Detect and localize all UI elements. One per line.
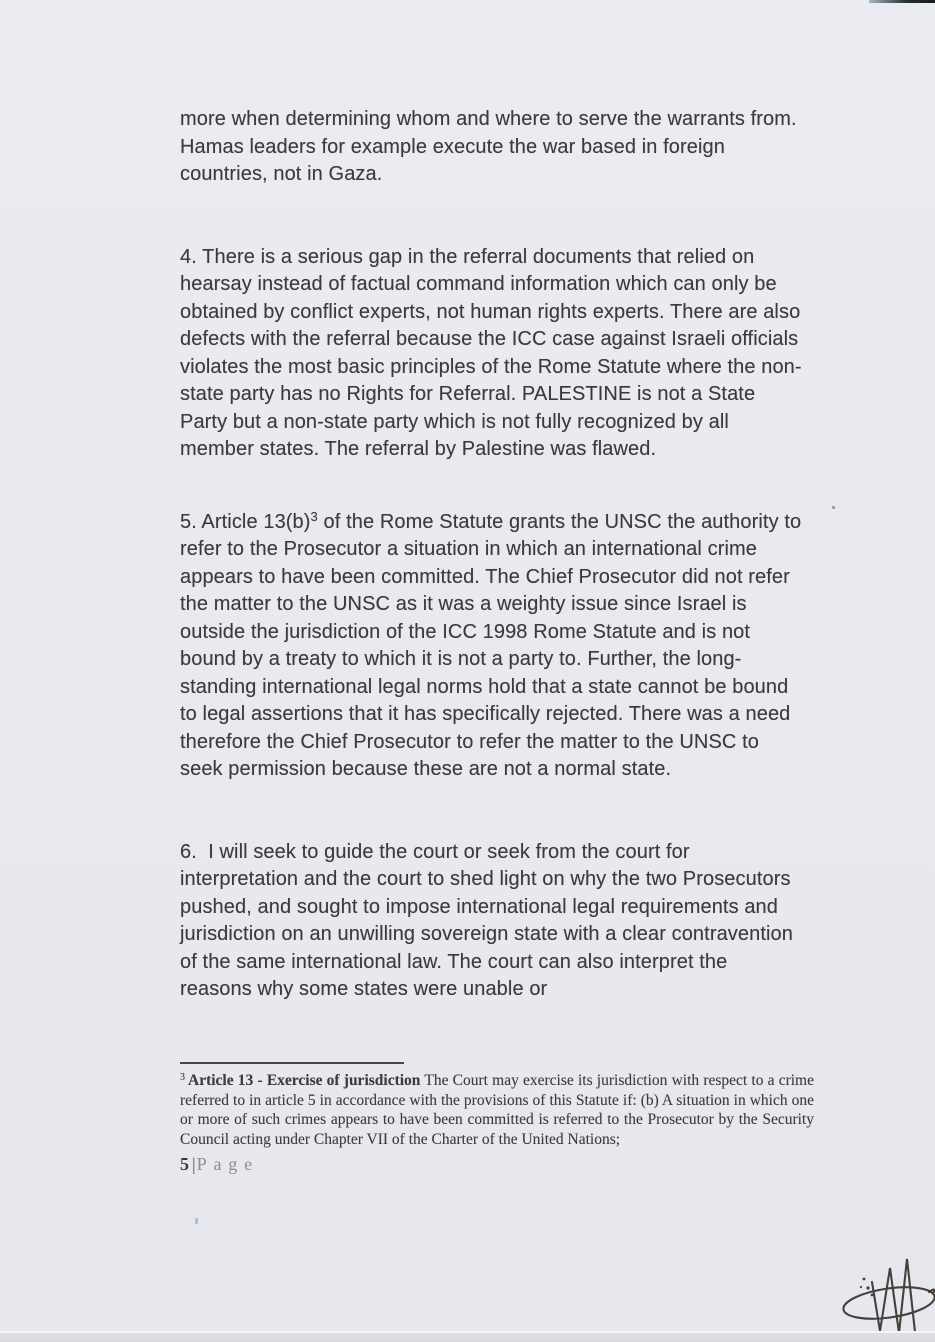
signature-scribble [828,1243,935,1342]
scan-edge-artifact-bottom [0,1331,935,1342]
footnote-bold-label: Article 13 - Exercise of jurisdiction [188,1072,421,1089]
footnote-separator-rule [180,1062,404,1064]
paragraph-5-text-start: 5. Article 13(b) [180,510,311,533]
footnote-area [180,1062,814,1175]
scan-artifact-speck [195,1218,198,1224]
footnote-body-text: The Court may exercise its jurisdiction with respect to a crime referred to in article 5 in accordance with the provisions of this Statute if: (b) A situation in which one or more of such crimes appears to have been committed is referred to the Prosecutor by the Security Council acting under Chapter VII of the Charter of the United Nations; [180,1072,814,1148]
footnote-reference-3: 3 [310,508,318,524]
footnote-marker: 3 [180,1072,185,1083]
paragraph-intro-continuation: more when determining whom and where to serve the warrants from. Hamas leaders for example execute the war based in foreign countries, not in Gaza. [180,108,803,185]
document-body [180,106,807,1004]
page-number-footer [180,1154,814,1175]
paragraph-5-text-end: of the Rome Statute grants the UNSC the authority to refer to the Prosecutor a situation in which an international crime appears to have been committed. The Chief Prosecutor did not refer the matter to the UNSC as it was a weighty issue since Israel is outside the jurisdiction of the ICC 1998 Rome Statute and is not bound by a treaty to which it is not a party to. Further, the long-standing international legal norms hold that a state cannot be bound to legal assertions that it has specifically rejected. There was a need therefore the Chief Prosecutor to refer the matter to the UNSC to seek permission because these are not a normal state. [180,510,807,780]
footer-label: Page [196,1154,259,1174]
page-number: 5 [180,1154,189,1174]
scan-edge-artifact-top [869,0,935,3]
paragraph-4: 4. There is a serious gap in the referral documents that relied on hearsay instead of factual command information which can only be obtained by conflict experts, not human rights experts. There are also defects with the referral because the ICC case against Israeli officials violates the most basic principles of the Rome Statute where the non-state party has no Rights for Referral. PALESTINE is not a State Party but a non-state party which is not fully recognized by all member states. The referral by Palestine was flawed. [180,245,806,460]
footer-separator: | [192,1154,196,1174]
footnote-3 [180,1071,814,1149]
paragraph-6: 6. I will seek to guide the court or seek from the court for interpretation and the court to shed light on why the two Prosecutors pushed, and sought to impose international legal requirements and jurisdiction on an unwilling sovereign state with a clear contravention of the same international law. The court can also interpret the reasons why some states were unable or [180,840,799,1000]
paragraph-5 [180,508,807,784]
scan-artifact-speck [832,506,835,509]
